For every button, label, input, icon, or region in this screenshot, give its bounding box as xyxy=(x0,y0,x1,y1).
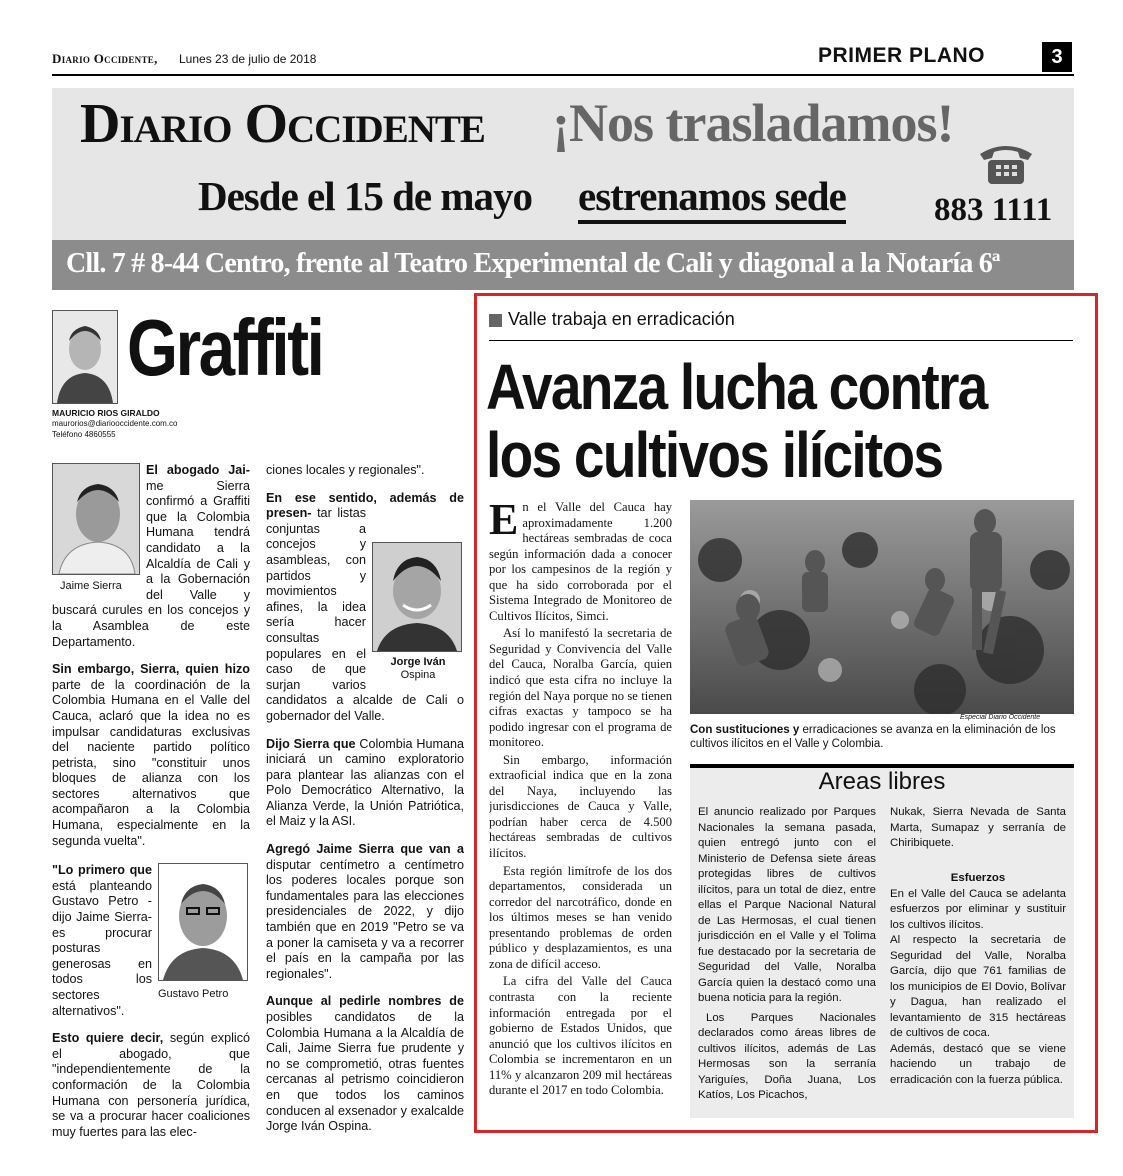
page-header xyxy=(52,44,1074,74)
article-headline-2: los cultivos ilícitos xyxy=(486,419,943,491)
p9-lead: Aunque al pedirle nombres de xyxy=(266,994,464,1009)
sidebar-subhead: Esfuerzos xyxy=(950,872,1006,884)
graffiti-p8 xyxy=(266,842,464,982)
p5-body: ciones locales y regionales". xyxy=(266,463,425,477)
article-p5: La cifra del Valle del Cauca contrasta con la reciente información entregada por el gobierno de Estados Unidos, que anunció que los cultivos ilícitos en Colombia se incrementaron en un 11% y alcanzaron 209 mil hectáreas durante el 2017 en todo Colombia. xyxy=(489,974,672,1098)
p7-body: Colombia Humana iniciará un camino exploratorio para plantear las alianzas con el Polo Democrático Alternativo, la Alianza Verde, la Unión Patriótica, el Maiz y la ASI. xyxy=(266,736,464,829)
p6-body: tar listas conjuntas a concejos y asambleas, con partidos y movimientos afines, la idea sería hacer consultas populares en el caso de que surjan varios candidatos a alcalde de Cali o gobernador del Valle. xyxy=(266,506,464,723)
graffiti-p5 xyxy=(266,463,464,479)
ad-address-bar xyxy=(52,240,1074,290)
p3-lead-flow: "Lo primero que xyxy=(52,863,152,878)
author-phone: Teléfono 4860555 xyxy=(52,430,116,439)
article-p4: Esta región limítrofe de los dos departamentos, considerada un corredor del narcotráfico, donde en los últimos meses se han venido presentando problemas de orden público y desplazamientos, es una zona de difícil acceso. xyxy=(489,863,672,971)
article-kicker: Valle trabaja en erradicación xyxy=(508,309,735,329)
eradication-photo xyxy=(690,500,1074,714)
graffiti-p7 xyxy=(266,737,464,831)
article-body xyxy=(489,500,672,1130)
article-p3: Sin embargo, información extraoficial indica que en la zona del Naya, incluyendo las jurisdicciones de Cauca y Valle, podrían haber cerca de 4.500 hectáreas sembradas de cultivos ilícitos. xyxy=(489,752,672,861)
ad-address: Cll. 7 # 8-44 Centro, frente al Teatro Experimental de Cali y diagonal a la Notaría 6ª xyxy=(66,248,1000,279)
kicker-square-icon xyxy=(489,314,502,327)
jorge-ivan-ospina-photo xyxy=(372,542,462,652)
graffiti-p4-flow xyxy=(52,1031,250,1140)
p6-lead: En ese sentido, además de presen- xyxy=(266,490,464,521)
graffiti-p9 xyxy=(266,994,464,1134)
sidebar-p4: Al respecto la secretaria de Seguridad del Valle, Noralba García, dijo que 761 familias de los municipios de El Dovio, Bolívar y Dagua, han realizado el levantamiento de 315 hectáreas de cultivos de coca. xyxy=(890,934,1066,1039)
float-ospina xyxy=(372,542,464,682)
gustavo-petro-photo-float xyxy=(158,863,248,981)
article-headline-1: Avanza lucha contra xyxy=(486,351,987,423)
sidebar-p2-cont: Nukak, Sierra Nevada de Santa Marta, Sumapaz y serranía de Chiribiquete. xyxy=(890,806,1066,849)
sidebar-title: Areas libres xyxy=(818,768,946,795)
kicker-rule xyxy=(489,340,1073,341)
caption-body: erradicaciones se avanza en la eliminación de los cultivos ilícitos en el Valle y Colombia. xyxy=(690,724,1056,750)
graffiti-p6 xyxy=(266,491,464,725)
sidebar-p2: Los Parques Nacionales declarados como áreas libres de cultivos ilícitos, además de Las Hermosas son la serranía Yariguíes, Doña Juana, Los Katíos, Los Picachos, xyxy=(698,1011,876,1101)
caption-sierra-float: Jaime Sierra xyxy=(60,580,122,592)
float-petro xyxy=(158,863,250,1013)
p1-body-flow: me Sierra confirmó a Graffiti que la Colombia Humana tendrá candidato a la Alcaldía de Cali y a la Gobernación del Valle y buscará curules en los concejos y la Asamblea de este Departamento. xyxy=(52,478,250,649)
p4-lead-flow: Esto quiere decir, xyxy=(52,1031,164,1046)
p9-body: posibles candidatos de la Colombia Humana a la Alcaldía de Cali, Jaime Sierra fue prudente y no se comprometió, otras fuentes cercanas al petrismo coincidieron en que todos los caminos conducen al exsenador y exalcalde Jorge Iván Ospina. xyxy=(266,1010,464,1134)
graffiti-right-flow xyxy=(266,463,464,1143)
header-rule xyxy=(52,74,1074,76)
graffiti-left-flow xyxy=(52,463,250,1143)
column-title: Graffiti xyxy=(127,303,323,392)
p4-body-flow: según explicó el abogado, que "independientemente de la conformación de la Colombia Humana con personería jurídica, se va a procurar hacer coaliciones muy fuertes para las elec- xyxy=(52,1031,250,1139)
issue-date: Lunes 23 de julio de 2018 xyxy=(179,52,317,66)
caption-petro-float: Gustavo Petro xyxy=(158,988,229,1001)
relocation-ad xyxy=(52,88,1074,290)
sidebar-p1: El anuncio realizado por Parques Nacionales la semana pasada, quien entregó junto con el Ministerio de Defensa siete áreas protegidas libres de cultivos ilícitos, para un total de diez, entre ellas el Parque Nacional Natural de Las Hermosas, el cual tienen jurisdicción en el Valle y el Tolima fue destacado por la secretaria de Seguridad del Valle, Noralba García quien la destacó como una buena noticia para la región. xyxy=(698,806,876,1004)
article-p1 xyxy=(489,500,672,624)
caption-ospina-2: Ospina xyxy=(400,669,436,682)
page-number: 3 xyxy=(1042,42,1072,72)
ad-headline: ¡Nos trasladamos! xyxy=(552,93,954,153)
ad-phone: 883 1111 xyxy=(934,192,1053,228)
p1-lead-flow: El abogado Jai- xyxy=(146,463,250,477)
float-sierra xyxy=(52,463,146,593)
dropcap: E xyxy=(489,500,519,544)
p2-lead-flow: Sin embargo, Sierra, quien hizo xyxy=(52,662,250,677)
ad-subline-2: estrenamos sede xyxy=(578,172,846,224)
author-photo xyxy=(52,310,118,404)
masthead-name: Diario Occidente, xyxy=(52,51,158,66)
caption-ospina-1: Jorge Iván xyxy=(390,656,446,669)
jaime-sierra-photo-float xyxy=(52,463,140,575)
graffiti-p2-flow xyxy=(52,662,250,849)
caption-lead: Con sustituciones y xyxy=(690,724,800,736)
p2-body-flow: parte de la coordinación de la Colombia Humana en el Valle del Cauca, aclaró que la idea no es impulsar candidaturas exclusivas del naciente partido político petrista, sino "constituir unos bloques de alianza con los sectores alternativos que acompañaron a la Colombia Humana, especialmente en la segunda vuelta". xyxy=(52,677,250,848)
photo-caption xyxy=(690,723,1074,751)
p8-body: disputar centímetro a centímetro los poderes locales porque son fundamentales para las elecciones presidenciales de 2022, y dijo también que en 2019 "Petro se va a poner la camiseta y va a recorrer el país en la campaña por las regionales". xyxy=(266,857,464,981)
author-email: maurorios@diariooccidente.com.co xyxy=(52,419,178,428)
ad-brand: Diario Occidente xyxy=(80,93,485,155)
ad-subline-1: Desde el 15 de mayo xyxy=(198,173,533,219)
article-p1-text: n el Valle del Cauca hay aproximadamente 1.200 hectáreas sembradas de coca según información dada a conocer por los campesinos de la región y que ha sido corroborada por el Sistema Integrado de Monitoreo de Cultivos Ilícitos, Simci. xyxy=(489,500,672,623)
sidebar-col-2 xyxy=(890,805,1066,1110)
sidebar-p3: En el Valle del Cauca se adelanta esfuerzos por eliminar y sustituir los cultivos ilícitos. xyxy=(890,887,1066,931)
section-label: PRIMER PLANO xyxy=(818,44,986,67)
p3-body-flow: está planteando Gustavo Petro -dijo Jaime Sierra- es procurar posturas generosas en todos los sectores alternativos". xyxy=(52,878,152,1018)
article-p2: Así lo manifestó la secretaria de Seguridad y Convivencia del Valle del Cauca, Noralba García, quien indicó que esta cifra no incluye la región del Naya porque no se tienen cifras exactas y tampoco se ha podido ingresar con el programa de monitoreo. xyxy=(489,626,672,750)
p7-lead: Dijo Sierra que xyxy=(266,736,356,751)
telephone-icon xyxy=(976,142,1036,186)
author-name: MAURICIO RIOS GIRALDO xyxy=(52,408,160,418)
photo-credit: Especial Diario Occidente xyxy=(960,714,1041,721)
sidebar-p5: Además, destacó que se viene haciendo un trabajo de erradicación con la fuerza pública. xyxy=(890,1042,1066,1086)
p8-lead: Agregó Jaime Sierra que van a xyxy=(266,842,464,857)
sidebar-col-1 xyxy=(698,805,876,1110)
